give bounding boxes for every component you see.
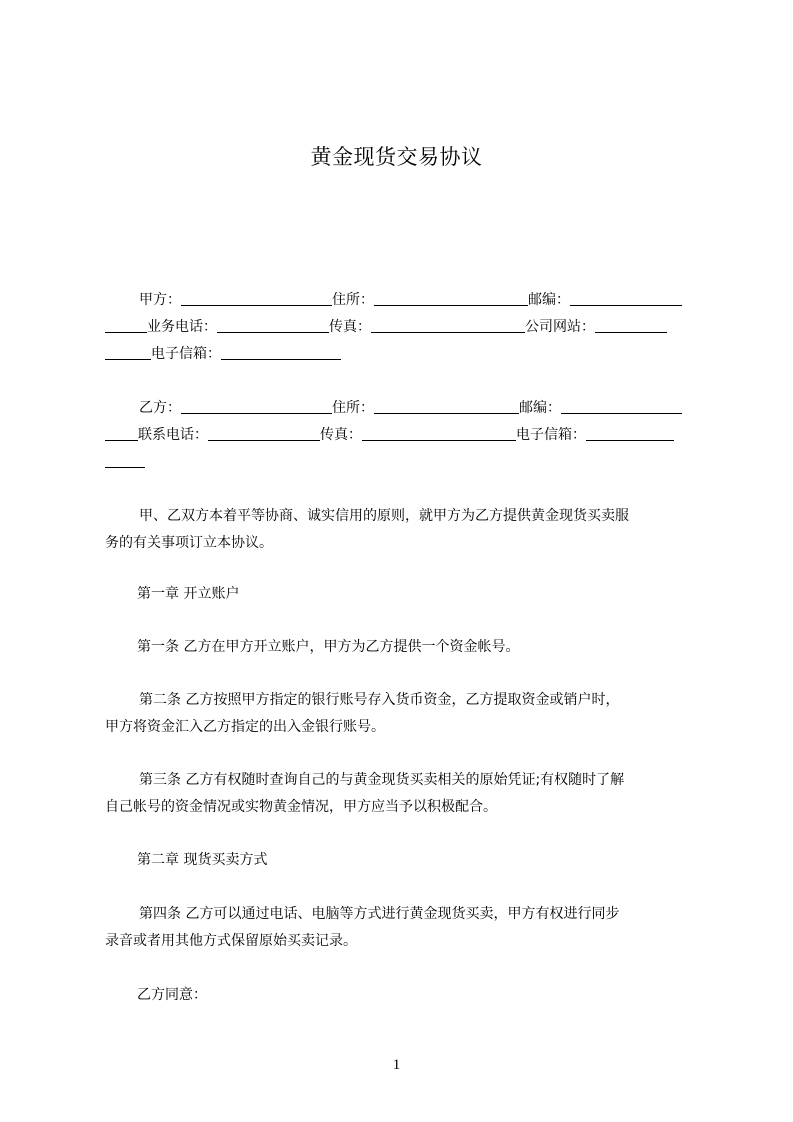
- party-b-phone-blank: [208, 424, 320, 441]
- party-a-name-blank: [181, 289, 332, 306]
- party-a-email-label: 电子信箱：: [151, 346, 221, 362]
- party-a-email-blank: [221, 343, 341, 360]
- party-a-line-2: [105, 314, 705, 340]
- party-a-website-blank-cont: [105, 343, 151, 360]
- party-a-label: 甲方：: [139, 292, 181, 308]
- party-b-email-label: 电子信箱：: [516, 427, 586, 443]
- party-b-fax-blank: [362, 424, 516, 441]
- party-a-fax-blank: [371, 316, 525, 333]
- party-a-postcode-blank-cont: [105, 316, 147, 333]
- article-4-line-1: 第四条 乙方可以通过电话、电脑等方式进行黄金现货买卖，甲方有权进行同步: [139, 906, 620, 922]
- party-b-address-label: 住所：: [332, 400, 374, 416]
- intro-paragraph-line-1: 甲、乙双方本着平等协商、诚实信用的原则，就甲方为乙方提供黄金现货买卖服: [139, 508, 629, 524]
- party-b-email-blank: [586, 424, 674, 441]
- party-b-name-blank: [181, 397, 332, 414]
- article-2-line-1: 第二条 乙方按照甲方指定的银行账号存入货币资金，乙方提取资金或销户时，: [139, 692, 620, 708]
- party-b-postcode-blank: [561, 397, 682, 414]
- chapter-2-heading: 第二章 现货买卖方式: [137, 852, 268, 868]
- party-b-consent: 乙方同意：: [137, 987, 207, 1003]
- party-a-address-label: 住所：: [332, 292, 374, 308]
- article-4-line-2: 录音或者用其他方式保留原始买卖记录。: [105, 933, 357, 949]
- party-b-postcode-label: 邮编：: [519, 400, 561, 416]
- party-a-postcode-blank: [570, 289, 682, 306]
- party-b-line-2: [105, 422, 705, 448]
- party-a-website-label: 公司网站：: [525, 319, 595, 335]
- intro-paragraph-line-2: 务的有关事项订立本协议。: [105, 535, 273, 551]
- party-a-website-blank: [595, 316, 667, 333]
- article-3-line-2: 自己帐号的资金情况或实物黄金情况，甲方应当予以积极配合。: [105, 799, 497, 815]
- party-a-phone-label: 业务电话：: [147, 319, 217, 335]
- party-b-phone-label: 联系电话：: [138, 427, 208, 443]
- article-1: 第一条 乙方在甲方开立账户，甲方为乙方提供一个资金帐号。: [137, 639, 520, 655]
- party-a-address-blank: [374, 289, 528, 306]
- party-a-phone-blank: [217, 316, 329, 333]
- party-a-line-3: [105, 341, 705, 367]
- party-b-postcode-blank-cont: [105, 424, 138, 441]
- document-title: 黄金现货交易协议: [310, 145, 483, 169]
- party-b-address-blank: [374, 397, 519, 414]
- chapter-1-heading: 第一章 开立账户: [137, 586, 240, 602]
- party-b-line-1: [139, 395, 705, 421]
- page-number: 1: [392, 1057, 401, 1073]
- party-a-postcode-label: 邮编：: [528, 292, 570, 308]
- party-b-fax-label: 传真：: [320, 427, 362, 443]
- party-a-line-1: [139, 287, 705, 313]
- article-2-line-2: 甲方将资金汇入乙方指定的出入金银行账号。: [105, 719, 385, 735]
- party-b-label: 乙方：: [139, 400, 181, 416]
- party-b-line-3: [105, 449, 705, 475]
- party-b-email-blank-cont: [105, 451, 145, 468]
- party-a-fax-label: 传真：: [329, 319, 371, 335]
- article-3-line-1: 第三条 乙方有权随时查询自己的与黄金现货买卖相关的原始凭证;有权随时了解: [139, 772, 625, 788]
